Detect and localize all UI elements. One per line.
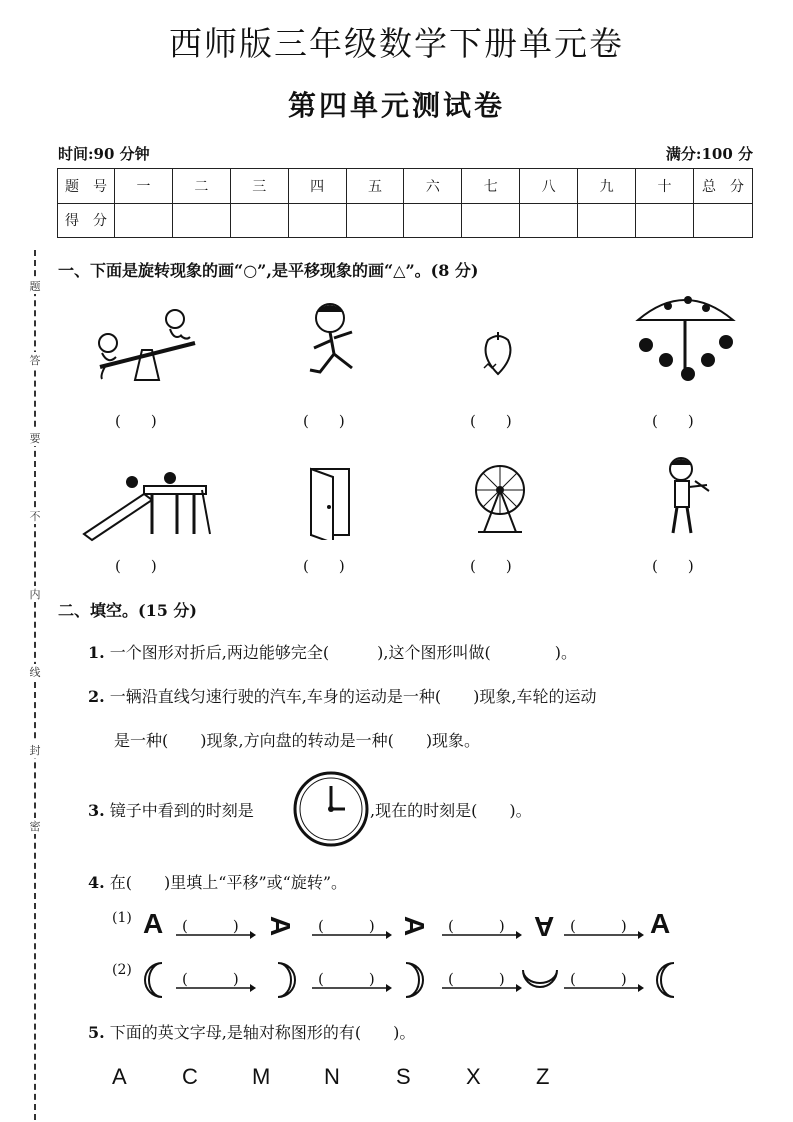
side-char: 内: [27, 586, 43, 602]
arrow-answer-blank[interactable]: ( ): [448, 970, 505, 988]
table-cell: 一: [115, 169, 173, 204]
question-text: 一辆沿直线匀速行驶的汽车,车身的运动是一种( )现象,车轮的运动: [109, 687, 597, 706]
score-input-cell[interactable]: [404, 203, 462, 238]
table-cell: 二: [172, 169, 230, 204]
arrow-answer-blank[interactable]: ( ): [182, 970, 239, 988]
page-title: 西师版三年级数学下册单元卷: [169, 24, 624, 63]
side-char: 题: [27, 278, 43, 294]
answer-blank[interactable]: ( ): [652, 412, 694, 430]
score-input-cell[interactable]: [694, 203, 753, 238]
crescent-moon-left-icon: [652, 960, 680, 1000]
question-text: 下面的英文字母,是轴对称图形的有( )。: [109, 1023, 416, 1042]
letter-a-inverted: A: [534, 911, 555, 942]
crescent-moon-right-icon: [400, 960, 428, 1000]
crescent-moon-left-icon: [140, 960, 168, 1000]
right-arrow-icon: [564, 930, 644, 940]
question-text: 一个图形对折后,两边能够完全( ),这个图形叫做( )。: [109, 643, 577, 662]
table-cell: 九: [578, 169, 636, 204]
question-number: 4.: [88, 873, 105, 892]
letter-a-upright: A: [650, 908, 671, 939]
answer-blank[interactable]: ( ): [470, 412, 512, 430]
right-arrow-icon: [442, 983, 522, 993]
answer-blank[interactable]: ( ): [115, 557, 157, 575]
letter-item: A: [112, 1064, 127, 1089]
side-char: 不: [27, 508, 43, 524]
arrow-answer-blank[interactable]: ( ): [570, 917, 627, 935]
seesaw-monkeys-image: [80, 305, 200, 385]
answer-blank[interactable]: ( ): [303, 412, 345, 430]
letter-a-upright: A: [143, 908, 164, 939]
arrow-answer-blank[interactable]: ( ): [448, 917, 505, 935]
score-input-cell[interactable]: [230, 203, 288, 238]
right-arrow-icon: [176, 983, 256, 993]
score-input-cell[interactable]: [115, 203, 173, 238]
question-number: 3.: [88, 801, 105, 820]
question-number: 5.: [88, 1023, 105, 1042]
arrow-answer-blank[interactable]: ( ): [318, 970, 375, 988]
full-score: 满分:100 分: [665, 145, 753, 163]
answer-blank[interactable]: ( ): [470, 557, 512, 575]
table-cell: 八: [520, 169, 578, 204]
score-input-cell[interactable]: [172, 203, 230, 238]
letter-item: N: [324, 1064, 340, 1089]
question-text: 镜子中看到的时刻是: [109, 801, 254, 820]
question-1: [88, 640, 577, 663]
arrow-answer-blank[interactable]: ( ): [182, 917, 239, 935]
table-cell: 得 分: [58, 203, 115, 238]
table-cell: 六: [404, 169, 462, 204]
score-table: [57, 168, 753, 238]
score-table-header-row: [58, 169, 753, 204]
section-2-heading: 二、填空。(15 分): [58, 601, 197, 620]
violin-boy-image: [655, 455, 715, 540]
letter-item: M: [252, 1064, 271, 1089]
letter-a-rotated-90: A: [399, 915, 431, 937]
side-char: 密: [27, 818, 43, 834]
spinning-top-image: [478, 330, 520, 385]
question-number: 2.: [88, 687, 105, 706]
right-arrow-icon: [312, 983, 392, 993]
question-3-after: ,现在的时刻是( )。: [370, 801, 532, 820]
page-subtitle: 第四单元测试卷: [287, 89, 505, 122]
right-arrow-icon: [442, 930, 522, 940]
exam-time: 时间:90 分钟: [58, 145, 150, 163]
table-cell: 总 分: [694, 169, 753, 204]
crescent-moon-bottom-icon: [520, 964, 560, 994]
question-3: [88, 798, 254, 821]
letter-item: S: [396, 1064, 411, 1089]
letter-item: Z: [536, 1064, 550, 1089]
score-input-cell[interactable]: [346, 203, 404, 238]
seal-cut-line: [34, 250, 36, 1120]
running-boy-image: [300, 300, 365, 385]
right-arrow-icon: [312, 930, 392, 940]
score-input-cell[interactable]: [578, 203, 636, 238]
mirror-clock-icon: [292, 770, 370, 848]
score-input-cell[interactable]: [462, 203, 520, 238]
question-5: [88, 1020, 415, 1043]
question-2-line-2: 是一种( )现象,方向盘的转动是一种( )现象。: [114, 731, 481, 750]
letter-a-rotated-90: A: [265, 915, 297, 937]
answer-blank[interactable]: ( ): [115, 412, 157, 430]
score-table-score-row: [58, 203, 753, 238]
ferris-wheel-image: [470, 462, 530, 537]
answer-blank[interactable]: ( ): [303, 557, 345, 575]
question-2: [88, 684, 596, 707]
section-1-heading: 一、下面是旋转现象的画“○”,是平移现象的画“△”。(8 分): [58, 261, 479, 280]
score-input-cell[interactable]: [636, 203, 694, 238]
table-cell: 四: [288, 169, 346, 204]
question-text: 在( )里填上“平移”或“旋转”。: [109, 873, 348, 892]
answer-blank[interactable]: ( ): [652, 557, 694, 575]
question-number: 1.: [88, 643, 105, 662]
score-input-cell[interactable]: [288, 203, 346, 238]
score-input-cell[interactable]: [520, 203, 578, 238]
arrow-answer-blank[interactable]: ( ): [570, 970, 627, 988]
right-arrow-icon: [176, 930, 256, 940]
table-cell: 十: [636, 169, 694, 204]
q4-row-2-label: (2): [112, 962, 132, 978]
crescent-moon-right-icon: [272, 960, 300, 1000]
side-char: 答: [27, 352, 43, 368]
table-cell: 五: [346, 169, 404, 204]
side-char: 封: [27, 742, 43, 758]
letter-item: X: [466, 1064, 481, 1089]
letter-item: C: [182, 1064, 198, 1089]
right-arrow-icon: [564, 983, 644, 993]
q4-row-1-label: (1): [112, 910, 132, 926]
table-cell: 七: [462, 169, 520, 204]
side-char: 线: [27, 664, 43, 680]
slide-children-image: [82, 472, 212, 542]
question-4: [88, 870, 347, 893]
arrow-answer-blank[interactable]: ( ): [318, 917, 375, 935]
mushroom-carousel-image: [628, 290, 743, 385]
table-cell: 题 号: [58, 169, 115, 204]
opening-door-image: [305, 465, 355, 540]
table-cell: 三: [230, 169, 288, 204]
side-char: 要: [27, 430, 43, 446]
